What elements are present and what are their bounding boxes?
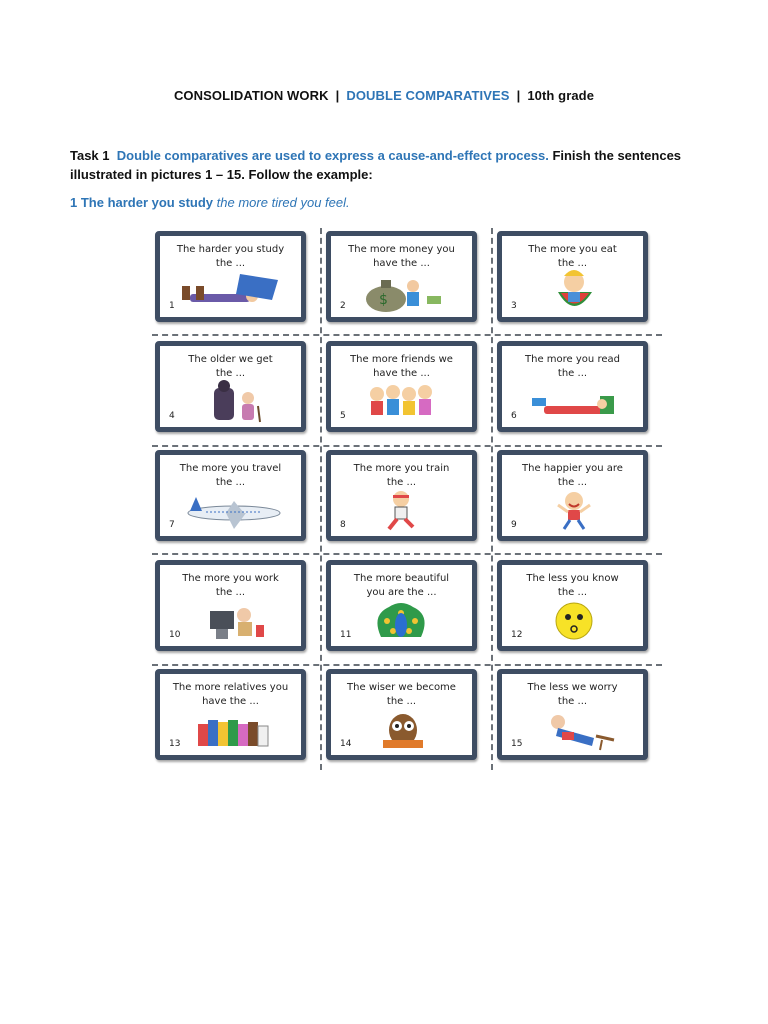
- card-text-line2: the ...: [557, 368, 588, 379]
- cut-line: [320, 228, 322, 770]
- picture-card-7: [155, 450, 306, 541]
- card-number: 13: [169, 739, 181, 749]
- task-instruction-rest: Finish the sentences illustrated in pictures 1 – 15. Follow the example:: [70, 148, 682, 182]
- svg-text:$: $: [379, 292, 388, 308]
- card-text-line2: the ...: [557, 696, 588, 707]
- example-prompt: 1 The harder you study: [70, 195, 214, 210]
- card-text-line2: the ...: [215, 258, 246, 269]
- picture-card-2: [326, 231, 477, 322]
- picture-card-15: [497, 669, 648, 760]
- card-text-line1: The wiser we become: [347, 682, 456, 693]
- title-part-consolidation: CONSOLIDATION WORK: [173, 88, 329, 103]
- card-text-line1: The more you travel: [179, 463, 282, 474]
- card-number: 6: [511, 411, 517, 421]
- card-text-line1: The more you eat: [528, 244, 617, 255]
- card-number: 11: [340, 630, 352, 640]
- picture-card-grid: [152, 228, 662, 770]
- card-text-line2: the ...: [215, 368, 246, 379]
- card-number: 9: [511, 520, 517, 530]
- card-text-line2: have the ...: [202, 696, 259, 707]
- card-number: 7: [169, 520, 175, 530]
- task-label: Task 1: [70, 148, 110, 163]
- card-number: 8: [340, 520, 346, 530]
- cut-line: [491, 228, 493, 770]
- picture-card-4: [155, 341, 306, 432]
- picture-card-12: [497, 560, 648, 651]
- cut-line: [152, 445, 662, 447]
- card-text-line2: the ...: [557, 477, 588, 488]
- picture-card-13: [155, 669, 306, 760]
- card-text-line1: The more money you: [348, 244, 455, 255]
- picture-card-5: [326, 341, 477, 432]
- card-text-line2: the ...: [386, 477, 417, 488]
- card-text-line1: The less we worry: [527, 682, 618, 693]
- card-text-line2: have the ...: [373, 258, 430, 269]
- cut-line: [152, 553, 662, 555]
- card-text-line1: The more relatives you: [172, 682, 289, 693]
- picture-card-3: [497, 231, 648, 322]
- card-text-line1: The happier you are: [522, 463, 623, 474]
- example-answer: the more tired you feel.: [216, 195, 350, 210]
- picture-card-6: [497, 341, 648, 432]
- card-number: 14: [340, 739, 352, 749]
- picture-card-14: [326, 669, 477, 760]
- picture-card-9: [497, 450, 648, 541]
- card-text-line2: the ...: [557, 258, 588, 269]
- card-text-line1: The older we get: [188, 354, 273, 365]
- title-part-grade: 10th grade: [527, 88, 595, 103]
- picture-card-8: [326, 450, 477, 541]
- picture-card-10: [155, 560, 306, 651]
- card-number: 15: [511, 739, 523, 749]
- title-separator: |: [335, 88, 340, 103]
- card-number: 4: [169, 411, 175, 421]
- card-text-line2: the ...: [386, 696, 417, 707]
- card-number: 5: [340, 411, 346, 421]
- card-text-line2: have the ...: [373, 368, 430, 379]
- picture-card-11: [326, 560, 477, 651]
- title-separator: |: [516, 88, 521, 103]
- card-text-line1: The more friends we: [350, 354, 453, 365]
- picture-card-1: [155, 231, 306, 322]
- card-text-line1: The more you work: [182, 573, 279, 584]
- card-text-line1: The more beautiful: [353, 573, 450, 584]
- card-text-line1: The harder you study: [176, 244, 285, 255]
- card-text-line2: you are the ...: [366, 587, 437, 598]
- task-instruction-highlight: Double comparatives are used to express a cause-and-effect process.: [116, 148, 549, 163]
- card-number: 10: [169, 630, 181, 640]
- task-instructions: [70, 146, 710, 184]
- card-text-line2: the ...: [215, 477, 246, 488]
- card-number: 3: [511, 301, 517, 311]
- card-number: 12: [511, 630, 523, 640]
- card-number: 1: [169, 301, 175, 311]
- card-text-line1: The more you train: [353, 463, 450, 474]
- example-sentence: [70, 195, 350, 210]
- title-part-topic: DOUBLE COMPARATIVES: [346, 88, 510, 103]
- card-number: 2: [340, 301, 346, 311]
- card-text-line2: the ...: [557, 587, 588, 598]
- cut-line: [152, 664, 662, 666]
- document-title: [0, 88, 768, 103]
- card-text-line2: the ...: [215, 587, 246, 598]
- card-text-line1: The more you read: [525, 354, 620, 365]
- card-text-line1: The less you know: [526, 573, 619, 584]
- cut-line: [152, 334, 662, 336]
